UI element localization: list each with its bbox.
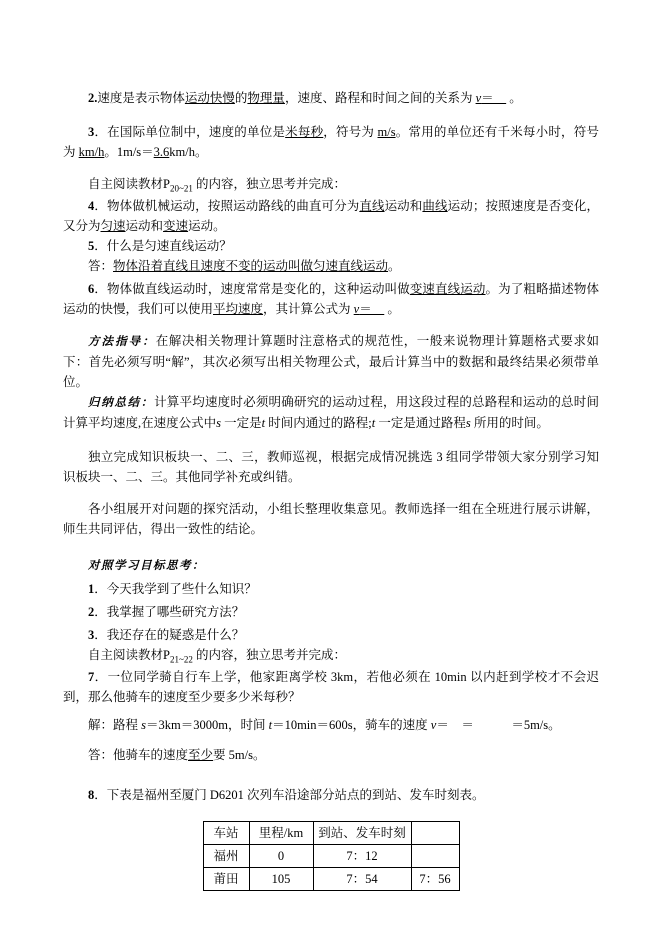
group-activity-2: [63, 499, 599, 539]
text-segment: ＝: [481, 91, 507, 105]
text-segment: 速度是表示物体: [97, 91, 185, 105]
text-segment: s: [465, 416, 471, 430]
cell-distance: 105: [249, 868, 313, 891]
text-segment: 。常用的单位还有千米每小时，符号为: [63, 125, 599, 159]
text-segment: 一定是通过路程: [375, 416, 466, 430]
text-segment: 。: [384, 302, 400, 316]
text-segment: ．物体做机械运动，按照运动路线的曲直可分为: [94, 199, 360, 213]
text-segment: 3: [88, 125, 95, 139]
text-segment: 运动快慢: [184, 91, 235, 105]
text-segment: 答：: [88, 259, 114, 273]
item-4: [63, 196, 599, 236]
text-segment: 6: [88, 282, 95, 296]
text-segment: 。为了粗略描述物体运动的快慢，我们可以使用: [63, 282, 599, 316]
text-segment: 3.6: [153, 145, 170, 159]
text-segment: 20~21: [169, 183, 193, 194]
text-segment: 5: [88, 239, 95, 253]
text-segment: 运动。: [188, 219, 226, 233]
text-segment: 自主阅读教材P: [88, 177, 170, 191]
text-segment: 运动；按照速度是否变化，又分为: [63, 199, 599, 233]
text-segment: 至少: [188, 748, 214, 762]
text-segment: ＝ ＝ ＝5m/s。: [436, 718, 561, 732]
item-2: [63, 88, 599, 108]
text-segment: ＝10min＝600s，骑车的速度: [272, 718, 431, 732]
text-segment: 曲线: [422, 199, 448, 213]
text-segment: 直线: [359, 199, 385, 213]
text-segment: 一定是: [221, 416, 262, 430]
table-header-empty: [411, 822, 459, 845]
text-segment: 21~22: [169, 654, 193, 665]
text-segment: t: [371, 416, 376, 430]
text-segment: 方法指导：: [88, 336, 156, 348]
text-segment: 的内容，独立思考并完成：: [192, 648, 346, 662]
text-segment: ．在国际单位制中，速度的单位是: [94, 125, 286, 139]
text-segment: 运动和: [125, 219, 164, 233]
text-segment: ．物体做直线运动时，速度常常是变化的，这种运动叫做: [94, 282, 410, 296]
text-segment: 2: [88, 605, 95, 619]
text-segment: 解：路程: [88, 718, 142, 732]
reflection-q1: [63, 579, 599, 599]
text-segment: 匀速: [100, 219, 126, 233]
reflection-q2: [63, 602, 599, 622]
text-segment: 。1m/s＝: [104, 145, 154, 159]
text-segment: ．一位同学骑自行车上学，他家距离学校 3km，若他必须在 10min 以内赶到学校才不会迟到，那么他骑车的速度至少要多少米每秒？: [63, 670, 599, 704]
cell-depart: 7：56: [411, 868, 459, 891]
text-segment: 。: [388, 259, 401, 273]
text-segment: ．我掌握了哪些研究方法？: [94, 605, 245, 619]
text-segment: km/h。: [169, 145, 208, 159]
table-header-station: 车站: [203, 822, 249, 845]
table-row: [203, 868, 459, 891]
text-segment: 。: [506, 91, 522, 105]
text-segment: 自主阅读教材P: [88, 648, 170, 662]
text-segment: ．下表是福州至厦门 D6201 次列车沿途部分站点的到站、发车时刻表。: [94, 788, 485, 802]
cell-arrival: 7：54: [313, 868, 411, 891]
text-segment: 7: [88, 670, 95, 684]
text-segment: 变速直线运动: [409, 282, 486, 296]
item-6: [63, 279, 599, 319]
text-segment: 对照学习目标思考：: [88, 560, 205, 572]
text-segment: ＝: [359, 302, 385, 316]
text-segment: 米每秒: [285, 125, 324, 139]
reflection-q3: [63, 625, 599, 645]
summary-note: [63, 392, 599, 433]
text-segment: t: [261, 416, 266, 430]
text-segment: 时间内通过的路程;: [265, 416, 372, 430]
text-segment: 3: [88, 628, 95, 642]
text-segment: 的: [234, 91, 248, 105]
text-segment: ．什么是匀速直线运动？: [94, 239, 232, 253]
text-segment: 物理量: [247, 91, 285, 105]
text-segment: v: [353, 302, 360, 316]
cell-arrival: 7：12: [313, 845, 411, 868]
text-segment: 在解决相关物理计算题时注意格式的规范性，一般来说物理计算题格式要求如下：首先必须写明“解”，其次必须写出相关物理公式，最后计算当中的数据和最终结果必须带单位。: [63, 334, 599, 389]
text-segment: ，速度、路程和时间之间的关系为: [284, 91, 476, 105]
cell-station: 莆田: [203, 868, 249, 891]
text-segment: 的内容，独立思考并完成：: [192, 177, 346, 191]
text-segment: 各小组展开对问题的探究活动，小组长整理收集意见。教师选择一组在全班进行展示讲解，师生共同评估，得出一致性的结论。: [63, 502, 599, 536]
text-segment: t: [268, 718, 273, 732]
table-header-distance: 里程/km: [249, 822, 313, 845]
text-segment: 物体沿着直线且速度不变的运动叫做匀速直线运动: [113, 259, 389, 273]
text-segment: ，符号为: [323, 125, 378, 139]
text-segment: 8: [88, 788, 95, 802]
text-segment: 4: [88, 199, 95, 213]
text-segment: v: [475, 91, 482, 105]
text-segment: 运动和: [384, 199, 423, 213]
text-segment: 计算平均速度时必须明确研究的运动过程，用这段过程的总路程和运动的总时间计算平均速度,在速度公式中: [63, 395, 599, 430]
text-segment: ．我还存在的疑惑是什么？: [94, 628, 245, 642]
table-header-times: 到站、发车时刻: [313, 822, 411, 845]
text-segment: 2.: [88, 91, 98, 105]
text-segment: 变速: [163, 219, 189, 233]
method-guidance: [63, 331, 599, 392]
text-segment: 归纳总结：: [88, 397, 155, 409]
text-segment: s: [216, 416, 222, 430]
train-schedule-table: [203, 821, 460, 891]
text-segment: 1: [88, 582, 95, 596]
item-3: [63, 122, 599, 162]
item-7-solution: [63, 715, 599, 735]
item-7-answer: [63, 745, 599, 765]
cell-distance: 0: [249, 845, 313, 868]
reading-task-2: [63, 645, 599, 665]
text-segment: 平均速度: [213, 302, 264, 316]
text-segment: ，其计算公式为: [263, 302, 354, 316]
table-row: [203, 822, 459, 845]
item-7: [63, 667, 599, 707]
item-8: [63, 785, 599, 805]
text-segment: 所用的时间。: [470, 416, 549, 430]
text-segment: v: [430, 718, 437, 732]
text-segment: 答：他骑车的速度: [88, 748, 189, 762]
text-segment: 独立完成知识板块一、二、三，教师巡视，根据完成情况挑选 3 组同学带领大家分别学习知识板块一、二、三。其他同学补充或纠错。: [63, 450, 599, 484]
cell-station: 福州: [203, 845, 249, 868]
cell-depart: [411, 845, 459, 868]
reflection-heading: [63, 555, 599, 576]
text-segment: ＝3km＝3000m，时间: [146, 718, 269, 732]
item-5: [63, 236, 599, 256]
text-segment: 要 5m/s。: [213, 748, 266, 762]
text-segment: ．今天我学到了些什么知识？: [94, 582, 257, 596]
item-5-answer: [63, 256, 599, 276]
group-activity-1: [63, 447, 599, 487]
text-segment: m/s: [377, 125, 396, 139]
text-segment: s: [141, 718, 147, 732]
reading-task-1: [63, 174, 599, 194]
table-row: [203, 845, 459, 868]
text-segment: km/h: [78, 145, 105, 159]
